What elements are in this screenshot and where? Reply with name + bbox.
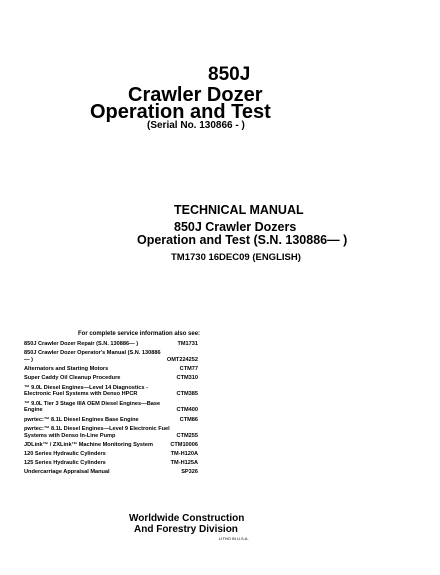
reference-title: Alternators and Starting Motors: [24, 366, 109, 373]
manual-title-line1: 850J Crawler Dozers: [174, 220, 297, 234]
manual-title-line2: Operation and Test (S.N. 130886— ): [137, 233, 348, 247]
reference-title: ™ 9.0L Tier 3 Stage IIIA OEM Diesel Engines—Base Engine: [24, 400, 161, 414]
division-name-line1: Worldwide Construction: [129, 513, 245, 524]
reference-row: [24, 426, 198, 440]
reference-code: CTM86: [179, 416, 198, 423]
reference-row: [24, 350, 198, 364]
division-name-line2: And Forestry Division: [134, 524, 238, 535]
reference-row: [24, 451, 198, 458]
reference-title: pwrtec:™ 8.1L Diesel Engines Base Engine: [24, 416, 139, 423]
reference-code: TM1731: [177, 341, 198, 347]
reference-row: [24, 417, 198, 424]
reference-title: Undercarriage Appraisal Manual: [24, 469, 110, 476]
reference-title: 850J Crawler Dozer Operator's Manual (S.N. 130886— ): [24, 350, 161, 363]
manual-reference: TM1730 16DEC09 (ENGLISH): [171, 252, 301, 263]
document-type: Operation and Test: [90, 101, 271, 123]
reference-row: [24, 469, 198, 476]
reference-code: SP326: [181, 469, 198, 476]
technical-manual-heading: TECHNICAL MANUAL: [174, 203, 304, 217]
reference-code: CTM255: [176, 432, 198, 439]
reference-code: TM-H120A: [170, 450, 198, 457]
reference-code: CTM77: [179, 366, 198, 373]
reference-title: JDLink™ / ZXLink™ Machine Monitoring System: [24, 441, 153, 448]
reference-list: [24, 341, 198, 478]
reference-code: TM-H125A: [170, 460, 198, 467]
reference-title: 125 Series Hydraulic Cylinders: [24, 460, 106, 467]
reference-row: [24, 442, 198, 449]
reference-row: [24, 366, 198, 373]
reference-title: ™ 9.0L Diesel Engines—Level 14 Diagnostics - Electronic Fuel Systems with Denso HPCR: [24, 384, 148, 398]
litho-notice: LITHO IN U.S.A.: [219, 536, 249, 541]
reference-row: [24, 385, 198, 399]
reference-title: 120 Series Hydraulic Cylinders: [24, 450, 106, 457]
reference-title: pwrtec:™ 8.1L Diesel Engines—Level 9 Electronic Fuel Systems with Denso In-Line Pump: [24, 425, 170, 439]
reference-code: CTM385: [176, 391, 198, 398]
reference-code: CTM400: [176, 407, 198, 414]
reference-title: Super Caddy Oil Cleanup Procedure: [24, 375, 121, 382]
reference-code: CTM310: [176, 375, 198, 382]
reference-code: OMT224252: [166, 356, 198, 363]
reference-title: 850J Crawler Dozer Repair (S.N. 130886— ): [24, 341, 139, 347]
references-heading: For complete service information also see:: [78, 331, 201, 337]
reference-code: CTM10006: [170, 441, 198, 448]
reference-row: [24, 460, 198, 467]
reference-row: [24, 375, 198, 382]
model-number: 850J: [208, 64, 251, 85]
reference-row: [24, 341, 198, 348]
product-name: Crawler Dozer: [128, 84, 263, 106]
reference-row: [24, 401, 198, 415]
serial-number: (Serial No. 130866 - ): [147, 120, 245, 131]
